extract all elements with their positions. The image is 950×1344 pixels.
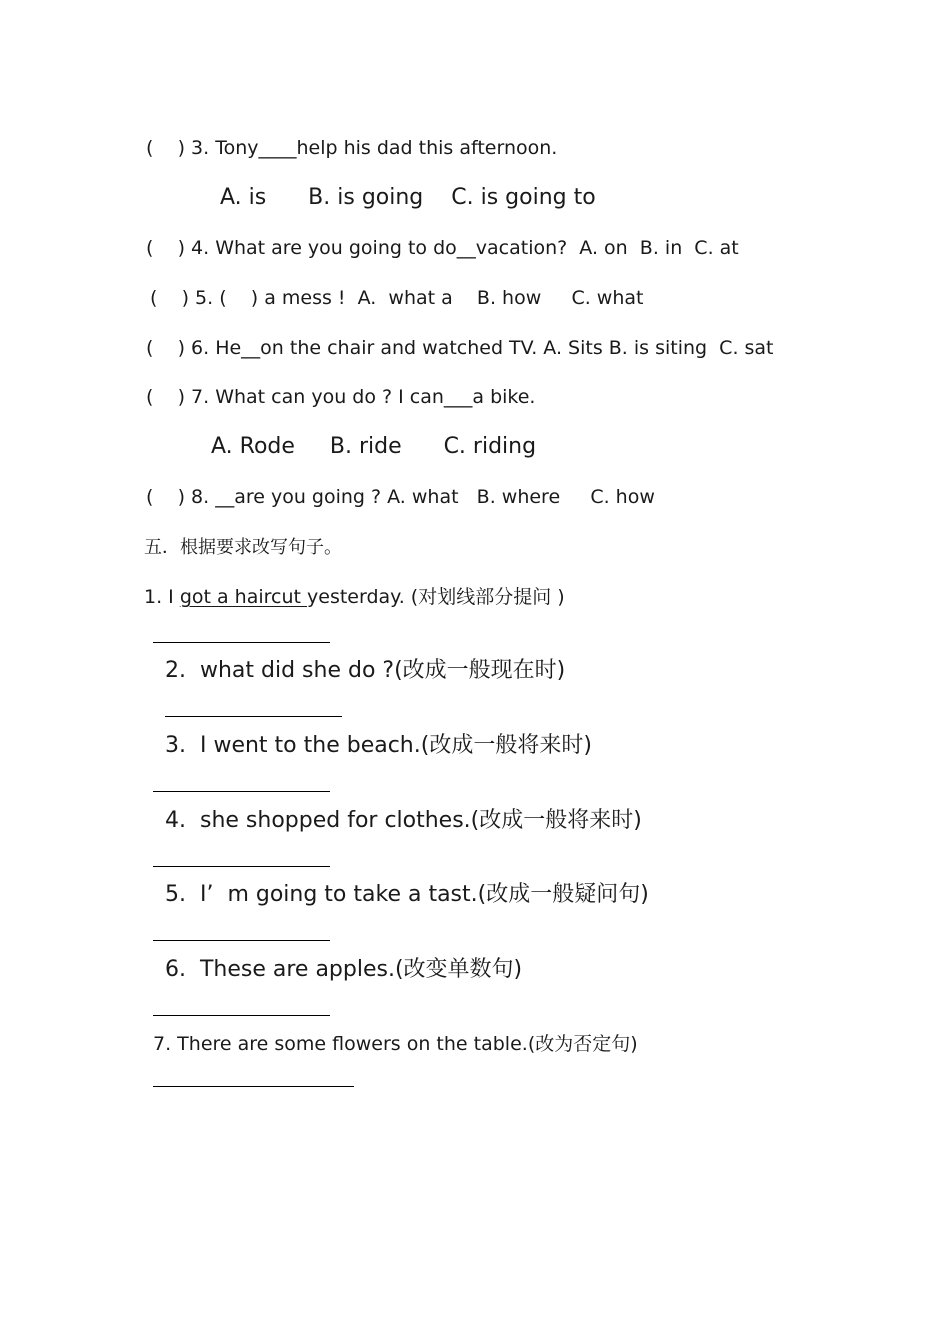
answer-line-2[interactable]: [165, 716, 342, 717]
answer-line-5[interactable]: [153, 940, 330, 941]
sentence-1-underlined: got a haircut: [179, 586, 308, 608]
question-7-options: A. Rode B. ride C. riding: [211, 434, 537, 459]
rewrite-sentence-7: 7. There are some flowers on the table.(改为否定句): [153, 1033, 638, 1055]
question-5: ( ) 5. ( ) a mess ! A. what a B. how C. what: [150, 287, 644, 309]
sentence-1-suffix: yesterday. (对划线部分提问 ): [307, 586, 565, 608]
question-8: ( ) 8. __are you going ? A. what B. where C. how: [146, 486, 655, 508]
question-4: ( ) 4. What are you going to do__vacation? A. on B. in C. at: [146, 237, 739, 259]
section-5-heading: 五．根据要求改写句子。: [144, 537, 342, 558]
answer-line-1[interactable]: [153, 642, 330, 643]
rewrite-sentence-4: 4. she shopped for clothes.(改成一般将来时): [165, 808, 642, 833]
answer-line-4[interactable]: [153, 866, 330, 867]
rewrite-sentence-5: 5. I’ m going to take a tast.(改成一般疑问句): [165, 882, 649, 907]
rewrite-sentence-6: 6. These are apples.(改变单数句): [165, 957, 523, 982]
question-6: ( ) 6. He__on the chair and watched TV. A. Sits B. is siting C. sat: [146, 337, 774, 359]
question-3-options: A. is B. is going C. is going to: [220, 185, 596, 210]
question-7: ( ) 7. What can you do ? I can___a bike.: [146, 386, 536, 408]
answer-line-6[interactable]: [153, 1015, 330, 1016]
question-3: ( ) 3. Tony____help his dad this afternoon.: [146, 137, 558, 159]
rewrite-sentence-2: 2. what did she do ?(改成一般现在时): [165, 658, 566, 683]
answer-line-7[interactable]: [153, 1086, 354, 1087]
sentence-1-prefix: 1. I: [144, 586, 180, 608]
rewrite-sentence-1: [144, 588, 565, 607]
rewrite-sentence-3: 3. I went to the beach.(改成一般将来时): [165, 733, 592, 758]
answer-line-3[interactable]: [153, 791, 330, 792]
